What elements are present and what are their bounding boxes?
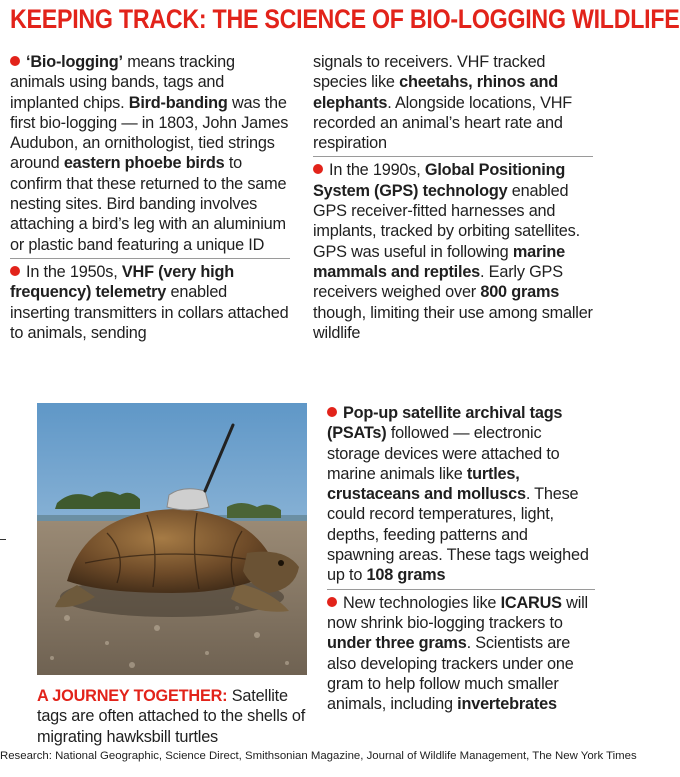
edge-rule [0,539,6,540]
sources-credit: Research: National Geographic, Science Direct, Smithsonian Magazine, Journal of Wildlife Management, The New York Times [0,750,637,762]
text: New technologies like [343,593,501,612]
text: was the first bio-logging — in 1803, John James Audubon, an ornithologist, tied strings around [10,93,289,173]
text: though, limiting their use among smaller wildlife [313,303,593,342]
divider [10,258,290,259]
text: enabled inserting transmitters in collars attached to animals, sending [10,283,289,342]
term-800-grams: 800 grams [480,283,560,302]
photo-caption [37,686,322,747]
term-cheetahs: cheetahs, rhinos and elephants [313,73,558,112]
paragraph-psat [327,403,595,586]
infographic-title: KEEPING TRACK: THE SCIENCE OF BIO-LOGGING WILDLIFE [10,4,680,34]
term-eastern-phoebe: eastern phoebe birds [63,154,225,173]
term-bio-logging: ‘Bio-logging’ [26,53,123,71]
right-column-bottom [327,403,595,714]
term-vhf: VHF (very high frequency) telemetry [10,262,234,302]
text: followed — electronic storage devices were attached to marine animals like [327,424,560,483]
divider [327,589,595,590]
text: will now shrink bio-logging trackers to [327,593,588,632]
bullet-dot [327,597,337,607]
text: enabled GPS receiver-fitted harnesses and implants, tracked by orbiting satellites. GPS was useful in following [313,181,580,261]
caption-text: Satellite tags are often attached to the shells of migrating hawksbill turtles [37,687,306,746]
term-three-grams: under three grams [327,634,467,653]
text: to confirm that these returned to the same nesting sites. Bird banding involves attaching a bird’s leg with an aluminium or plastic band featuring a unique ID [10,154,287,254]
text: . Alongside locations, VHF recorded an animal’s heart rate and respiration [313,93,573,153]
satellite-tag [167,489,209,510]
bullet-dot [10,56,20,66]
term-marine-mammals: marine mammals and reptiles [313,242,566,281]
paragraph-icarus [327,593,595,715]
turtle-eye [278,560,284,566]
bullet-dot [313,164,323,174]
term-gps: Global Positioning System (GPS) technology [313,161,566,200]
term-108-grams: 108 grams [366,566,446,585]
term-icarus: ICARUS [500,593,562,612]
term-bird-banding: Bird-banding [128,93,228,112]
right-column-top [313,52,593,343]
paragraph-bio-logging [10,52,290,255]
text: . These could record temperatures, light, depths, feeding patterns and spawning areas. These tags weighed up to [327,485,589,585]
paragraph-gps [313,160,593,343]
turtle-photo [37,403,307,675]
text: In the 1950s, [26,262,122,281]
caption-lead: A JOURNEY TOGETHER: [37,687,228,705]
text: . Scientists are also developing trackers under one gram to help follow much smaller animals, including [327,634,574,714]
text: means tracking animals using bands, tags and implanted chips. [10,53,235,112]
left-column [10,52,290,343]
term-turtles: turtles, crustaceans and molluscs [327,464,526,504]
text: In the 1990s, [329,161,425,180]
text: . Early GPS receivers weighed over [313,262,563,302]
paragraph-vhf-continued [313,52,593,153]
term-invertebrates: invertebrates [457,695,557,714]
divider [313,156,593,157]
term-psat: Pop-up satellite archival tags (PSATs) [327,404,563,443]
paragraph-vhf [10,262,290,343]
text: signals to receivers. VHF tracked species like [313,53,546,92]
bullet-dot [327,407,337,417]
turtle-illustration [37,403,307,675]
bullet-dot [10,266,20,276]
